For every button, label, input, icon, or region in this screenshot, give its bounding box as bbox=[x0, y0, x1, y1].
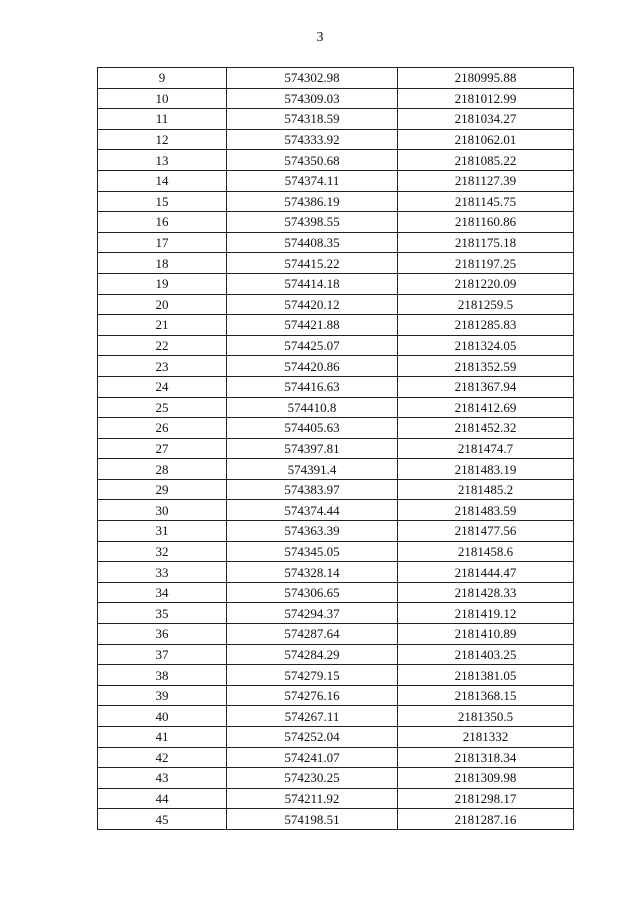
table-row bbox=[98, 665, 574, 686]
table-row bbox=[98, 500, 574, 521]
point-number-cell: 38 bbox=[98, 665, 227, 686]
table-row bbox=[98, 68, 574, 89]
x-coordinate-cell: 574252.04 bbox=[227, 727, 398, 748]
table-row bbox=[98, 109, 574, 130]
y-coordinate-cell: 2181350.5 bbox=[398, 706, 574, 727]
table-row bbox=[98, 603, 574, 624]
point-number-cell: 36 bbox=[98, 624, 227, 645]
table-row bbox=[98, 788, 574, 809]
table-row bbox=[98, 747, 574, 768]
point-number-cell: 30 bbox=[98, 500, 227, 521]
x-coordinate-cell: 574374.44 bbox=[227, 500, 398, 521]
table-row bbox=[98, 212, 574, 233]
table-row bbox=[98, 191, 574, 212]
x-coordinate-cell: 574416.63 bbox=[227, 376, 398, 397]
x-coordinate-cell: 574374.11 bbox=[227, 170, 398, 191]
x-coordinate-cell: 574350.68 bbox=[227, 150, 398, 171]
table-row bbox=[98, 582, 574, 603]
point-number-cell: 20 bbox=[98, 294, 227, 315]
y-coordinate-cell: 2181324.05 bbox=[398, 335, 574, 356]
x-coordinate-cell: 574408.35 bbox=[227, 232, 398, 253]
y-coordinate-cell: 2181477.56 bbox=[398, 521, 574, 542]
y-coordinate-cell: 2181368.15 bbox=[398, 685, 574, 706]
table-row bbox=[98, 438, 574, 459]
table-row bbox=[98, 706, 574, 727]
x-coordinate-cell: 574318.59 bbox=[227, 109, 398, 130]
point-number-cell: 25 bbox=[98, 397, 227, 418]
point-number-cell: 15 bbox=[98, 191, 227, 212]
point-number-cell: 11 bbox=[98, 109, 227, 130]
table-row bbox=[98, 397, 574, 418]
point-number-cell: 35 bbox=[98, 603, 227, 624]
table-row bbox=[98, 727, 574, 748]
table-row bbox=[98, 644, 574, 665]
x-coordinate-cell: 574425.07 bbox=[227, 335, 398, 356]
point-number-cell: 34 bbox=[98, 582, 227, 603]
x-coordinate-cell: 574333.92 bbox=[227, 129, 398, 150]
x-coordinate-cell: 574211.92 bbox=[227, 788, 398, 809]
table-row bbox=[98, 562, 574, 583]
point-number-cell: 9 bbox=[98, 68, 227, 89]
y-coordinate-cell: 2181412.69 bbox=[398, 397, 574, 418]
table-row bbox=[98, 356, 574, 377]
table-row bbox=[98, 521, 574, 542]
table-row bbox=[98, 273, 574, 294]
y-coordinate-cell: 2181285.83 bbox=[398, 315, 574, 336]
table-row bbox=[98, 459, 574, 480]
point-number-cell: 12 bbox=[98, 129, 227, 150]
y-coordinate-cell: 2181160.86 bbox=[398, 212, 574, 233]
x-coordinate-cell: 574420.86 bbox=[227, 356, 398, 377]
y-coordinate-cell: 2181220.09 bbox=[398, 273, 574, 294]
y-coordinate-cell: 2181175.18 bbox=[398, 232, 574, 253]
table-row bbox=[98, 541, 574, 562]
x-coordinate-cell: 574383.97 bbox=[227, 479, 398, 500]
y-coordinate-cell: 2181298.17 bbox=[398, 788, 574, 809]
y-coordinate-cell: 2180995.88 bbox=[398, 68, 574, 89]
point-number-cell: 29 bbox=[98, 479, 227, 500]
point-number-cell: 45 bbox=[98, 809, 227, 830]
y-coordinate-cell: 2181259.5 bbox=[398, 294, 574, 315]
y-coordinate-cell: 2181428.33 bbox=[398, 582, 574, 603]
y-coordinate-cell: 2181483.19 bbox=[398, 459, 574, 480]
x-coordinate-cell: 574405.63 bbox=[227, 418, 398, 439]
table-row bbox=[98, 335, 574, 356]
y-coordinate-cell: 2181145.75 bbox=[398, 191, 574, 212]
y-coordinate-cell: 2181085.22 bbox=[398, 150, 574, 171]
x-coordinate-cell: 574397.81 bbox=[227, 438, 398, 459]
coordinates-table bbox=[97, 67, 574, 830]
y-coordinate-cell: 2181403.25 bbox=[398, 644, 574, 665]
point-number-cell: 31 bbox=[98, 521, 227, 542]
y-coordinate-cell: 2181458.6 bbox=[398, 541, 574, 562]
y-coordinate-cell: 2181127.39 bbox=[398, 170, 574, 191]
y-coordinate-cell: 2181444.47 bbox=[398, 562, 574, 583]
point-number-cell: 37 bbox=[98, 644, 227, 665]
point-number-cell: 19 bbox=[98, 273, 227, 294]
y-coordinate-cell: 2181419.12 bbox=[398, 603, 574, 624]
x-coordinate-cell: 574386.19 bbox=[227, 191, 398, 212]
x-coordinate-cell: 574328.14 bbox=[227, 562, 398, 583]
x-coordinate-cell: 574420.12 bbox=[227, 294, 398, 315]
x-coordinate-cell: 574410.8 bbox=[227, 397, 398, 418]
table-row bbox=[98, 150, 574, 171]
x-coordinate-cell: 574306.65 bbox=[227, 582, 398, 603]
x-coordinate-cell: 574284.29 bbox=[227, 644, 398, 665]
table-row bbox=[98, 253, 574, 274]
point-number-cell: 44 bbox=[98, 788, 227, 809]
x-coordinate-cell: 574287.64 bbox=[227, 624, 398, 645]
x-coordinate-cell: 574309.03 bbox=[227, 88, 398, 109]
table-row bbox=[98, 376, 574, 397]
y-coordinate-cell: 2181352.59 bbox=[398, 356, 574, 377]
table-row bbox=[98, 129, 574, 150]
x-coordinate-cell: 574345.05 bbox=[227, 541, 398, 562]
table-row bbox=[98, 685, 574, 706]
y-coordinate-cell: 2181474.7 bbox=[398, 438, 574, 459]
table-row bbox=[98, 170, 574, 191]
table-row bbox=[98, 768, 574, 789]
point-number-cell: 33 bbox=[98, 562, 227, 583]
y-coordinate-cell: 2181381.05 bbox=[398, 665, 574, 686]
point-number-cell: 21 bbox=[98, 315, 227, 336]
point-number-cell: 18 bbox=[98, 253, 227, 274]
y-coordinate-cell: 2181410.89 bbox=[398, 624, 574, 645]
x-coordinate-cell: 574294.37 bbox=[227, 603, 398, 624]
y-coordinate-cell: 2181012.99 bbox=[398, 88, 574, 109]
y-coordinate-cell: 2181485.2 bbox=[398, 479, 574, 500]
x-coordinate-cell: 574241.07 bbox=[227, 747, 398, 768]
x-coordinate-cell: 574421.88 bbox=[227, 315, 398, 336]
y-coordinate-cell: 2181309.98 bbox=[398, 768, 574, 789]
page-number: 3 bbox=[316, 30, 324, 45]
point-number-cell: 26 bbox=[98, 418, 227, 439]
point-number-cell: 27 bbox=[98, 438, 227, 459]
table-row bbox=[98, 624, 574, 645]
table-row bbox=[98, 315, 574, 336]
y-coordinate-cell: 2181483.59 bbox=[398, 500, 574, 521]
x-coordinate-cell: 574363.39 bbox=[227, 521, 398, 542]
point-number-cell: 39 bbox=[98, 685, 227, 706]
x-coordinate-cell: 574302.98 bbox=[227, 68, 398, 89]
x-coordinate-cell: 574398.55 bbox=[227, 212, 398, 233]
table-row bbox=[98, 809, 574, 830]
x-coordinate-cell: 574391.4 bbox=[227, 459, 398, 480]
point-number-cell: 23 bbox=[98, 356, 227, 377]
x-coordinate-cell: 574279.15 bbox=[227, 665, 398, 686]
point-number-cell: 43 bbox=[98, 768, 227, 789]
table-row bbox=[98, 479, 574, 500]
x-coordinate-cell: 574267.11 bbox=[227, 706, 398, 727]
y-coordinate-cell: 2181367.94 bbox=[398, 376, 574, 397]
point-number-cell: 14 bbox=[98, 170, 227, 191]
coordinates-table-body bbox=[98, 68, 574, 830]
table-row bbox=[98, 232, 574, 253]
y-coordinate-cell: 2181452.32 bbox=[398, 418, 574, 439]
y-coordinate-cell: 2181318.34 bbox=[398, 747, 574, 768]
point-number-cell: 17 bbox=[98, 232, 227, 253]
point-number-cell: 24 bbox=[98, 376, 227, 397]
table-row bbox=[98, 88, 574, 109]
point-number-cell: 40 bbox=[98, 706, 227, 727]
x-coordinate-cell: 574415.22 bbox=[227, 253, 398, 274]
point-number-cell: 32 bbox=[98, 541, 227, 562]
x-coordinate-cell: 574230.25 bbox=[227, 768, 398, 789]
point-number-cell: 16 bbox=[98, 212, 227, 233]
point-number-cell: 28 bbox=[98, 459, 227, 480]
point-number-cell: 41 bbox=[98, 727, 227, 748]
point-number-cell: 10 bbox=[98, 88, 227, 109]
y-coordinate-cell: 2181197.25 bbox=[398, 253, 574, 274]
y-coordinate-cell: 2181062.01 bbox=[398, 129, 574, 150]
y-coordinate-cell: 2181034.27 bbox=[398, 109, 574, 130]
point-number-cell: 42 bbox=[98, 747, 227, 768]
table-row bbox=[98, 418, 574, 439]
y-coordinate-cell: 2181287.16 bbox=[398, 809, 574, 830]
x-coordinate-cell: 574198.51 bbox=[227, 809, 398, 830]
table-row bbox=[98, 294, 574, 315]
point-number-cell: 13 bbox=[98, 150, 227, 171]
point-number-cell: 22 bbox=[98, 335, 227, 356]
y-coordinate-cell: 2181332 bbox=[398, 727, 574, 748]
x-coordinate-cell: 574276.16 bbox=[227, 685, 398, 706]
x-coordinate-cell: 574414.18 bbox=[227, 273, 398, 294]
